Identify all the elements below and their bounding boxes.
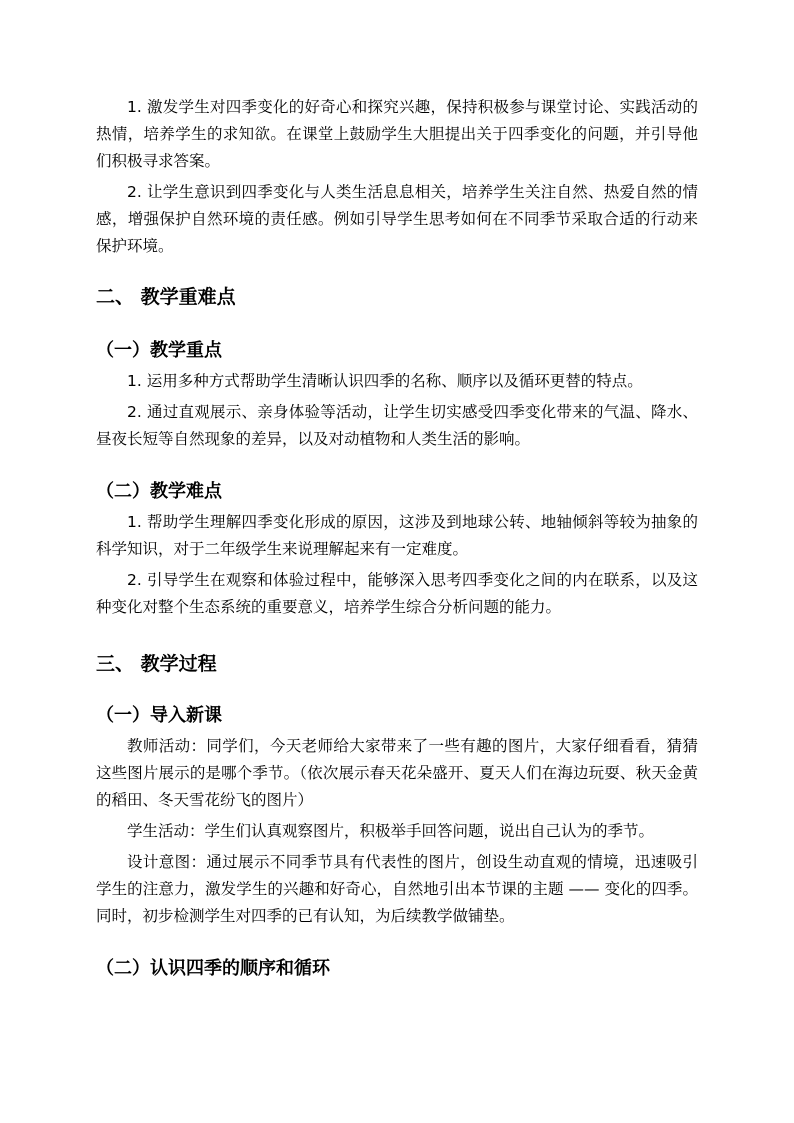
key-point-paragraph-2: 2. 通过直观展示、亲身体验等活动，让学生切实感受四季变化带来的气温、降水、昼夜长短等自然现象的差异，以及对动植物和人类生活的影响。: [96, 403, 698, 448]
intro-block: [96, 733, 698, 934]
key-point-paragraph-1: 1. 运用多种方式帮助学生清晰认识四季的名称、顺序以及循环更替的特点。: [127, 372, 643, 390]
goals-block: [96, 94, 698, 264]
goal-paragraph-2: 2. 让学生意识到四季变化与人类生活息息相关，培养学生关注自然、热爱自然的情感，增强保护自然环境的责任感。例如引导学生思考如何在不同季节采取合适的行动来保护环境。: [96, 183, 698, 255]
teacher-activity-paragraph: 教师活动：同学们，今天老师给大家带来了一些有趣的图片，大家仔细看看，猜猜这些图片展示的是哪个季节。（依次展示春天花朵盛开、夏天人们在海边玩耍、秋天金黄的稻田、冬天雪花纷飞的图片）: [96, 737, 698, 809]
difficult-points-block: [96, 509, 698, 625]
subheading-intro: （一）导入新课: [96, 705, 222, 726]
subheading-difficult-points: （二）教学难点: [96, 481, 222, 502]
key-points-block: [96, 368, 698, 457]
subheading-order-cycle: （二）认识四季的顺序和循环: [96, 958, 330, 979]
subheading-key-points: （一）教学重点: [96, 340, 222, 361]
section-heading-key-difficult: 二、 教学重难点: [96, 286, 236, 308]
design-intent-paragraph: 设计意图：通过展示不同季节具有代表性的图片，创设生动直观的情境，迅速吸引学生的注意力，激发学生的兴趣和好奇心，自然地引出本节课的主题 —— 变化的四季。同时，初步检测学生对四季的已有认知，为后续教学做铺垫。: [96, 853, 698, 925]
student-activity-paragraph: 学生活动：学生们认真观察图片，积极举手回答问题，说出自己认为的季节。: [127, 822, 655, 840]
difficult-point-paragraph-2: 2. 引导学生在观察和体验过程中，能够深入思考四季变化之间的内在联系，以及这种变化对整个生态系统的重要意义，培养学生综合分析问题的能力。: [96, 571, 698, 616]
goal-paragraph-1: 1. 激发学生对四季变化的好奇心和探究兴趣，保持积极参与课堂讨论、实践活动的热情，培养学生的求知欲。在课堂上鼓励学生大胆提出关于四季变化的问题，并引导他们积极寻求答案。: [96, 98, 698, 170]
difficult-point-paragraph-1: 1. 帮助学生理解四季变化形成的原因，这涉及到地球公转、地轴倾斜等较为抽象的科学知识，对于二年级学生来说理解起来有一定难度。: [96, 513, 698, 558]
section-heading-process: 三、 教学过程: [96, 653, 217, 675]
